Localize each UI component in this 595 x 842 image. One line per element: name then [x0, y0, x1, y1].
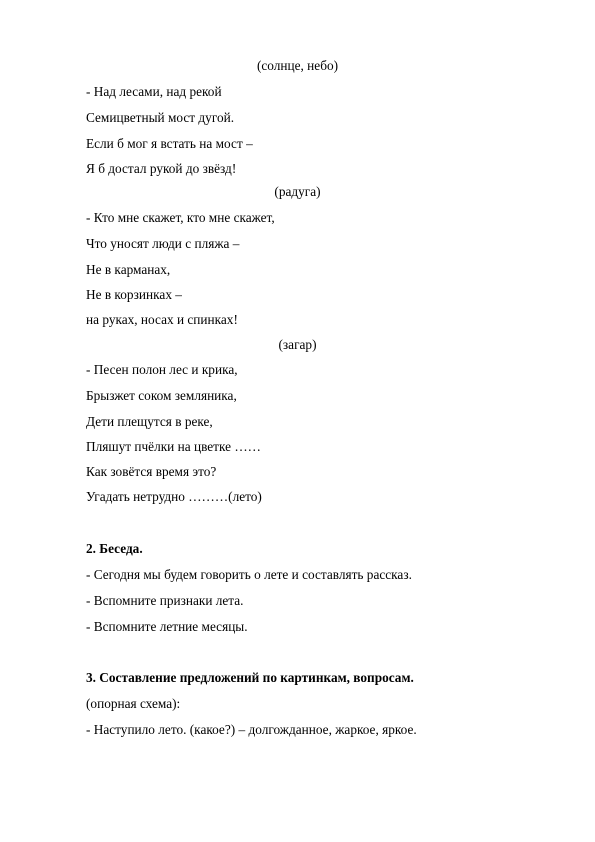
riddle-tan-line: - Кто мне скажет, кто мне скажет,	[86, 210, 275, 225]
riddle-summer-line: Как зовётся время это?	[86, 464, 217, 479]
answer-sun-sky: (солнце, небо)	[256, 58, 339, 73]
section-3-line: - Наступило лето. (какое?) – долгожданное, жаркое, яркое.	[86, 722, 417, 737]
riddle-tan-line: Не в карманах,	[86, 262, 171, 277]
riddle-tan-line: Не в корзинках –	[86, 287, 182, 302]
riddle-tan-line: Что уносят люди с пляжа –	[86, 236, 240, 251]
riddle-rainbow-line: Если б мог я встать на мост –	[86, 136, 253, 151]
riddle-summer-line: Дети плещутся в реке,	[86, 414, 213, 429]
section-2-heading: 2. Беседа.	[86, 541, 143, 556]
riddle-rainbow-line: - Над лесами, над рекой	[86, 84, 222, 99]
section-3-heading: 3. Составление предложений по картинкам, вопросам.	[86, 670, 414, 685]
answer-tan: (загар)	[278, 337, 317, 352]
section-2-item: - Вспомните летние месяцы.	[86, 619, 248, 634]
riddle-summer-line: Угадать нетрудно ………(лето)	[86, 489, 262, 504]
section-2-item: - Сегодня мы будем говорить о лете и составлять рассказ.	[86, 567, 412, 582]
riddle-summer-line: - Песен полон лес и крика,	[86, 362, 238, 377]
riddle-tan-line: на руках, носах и спинках!	[86, 312, 238, 327]
riddle-summer-line: Брызжет соком земляника,	[86, 388, 237, 403]
answer-rainbow: (радуга)	[274, 184, 321, 199]
section-3-line: (опорная схема):	[86, 696, 181, 711]
riddle-rainbow-line: Семицветный мост дугой.	[86, 110, 235, 125]
riddle-summer-line: Пляшут пчёлки на цветке ……	[86, 439, 261, 454]
section-2-item: - Вспомните признаки лета.	[86, 593, 244, 608]
riddle-rainbow-line: Я б достал рукой до звёзд!	[86, 161, 237, 176]
